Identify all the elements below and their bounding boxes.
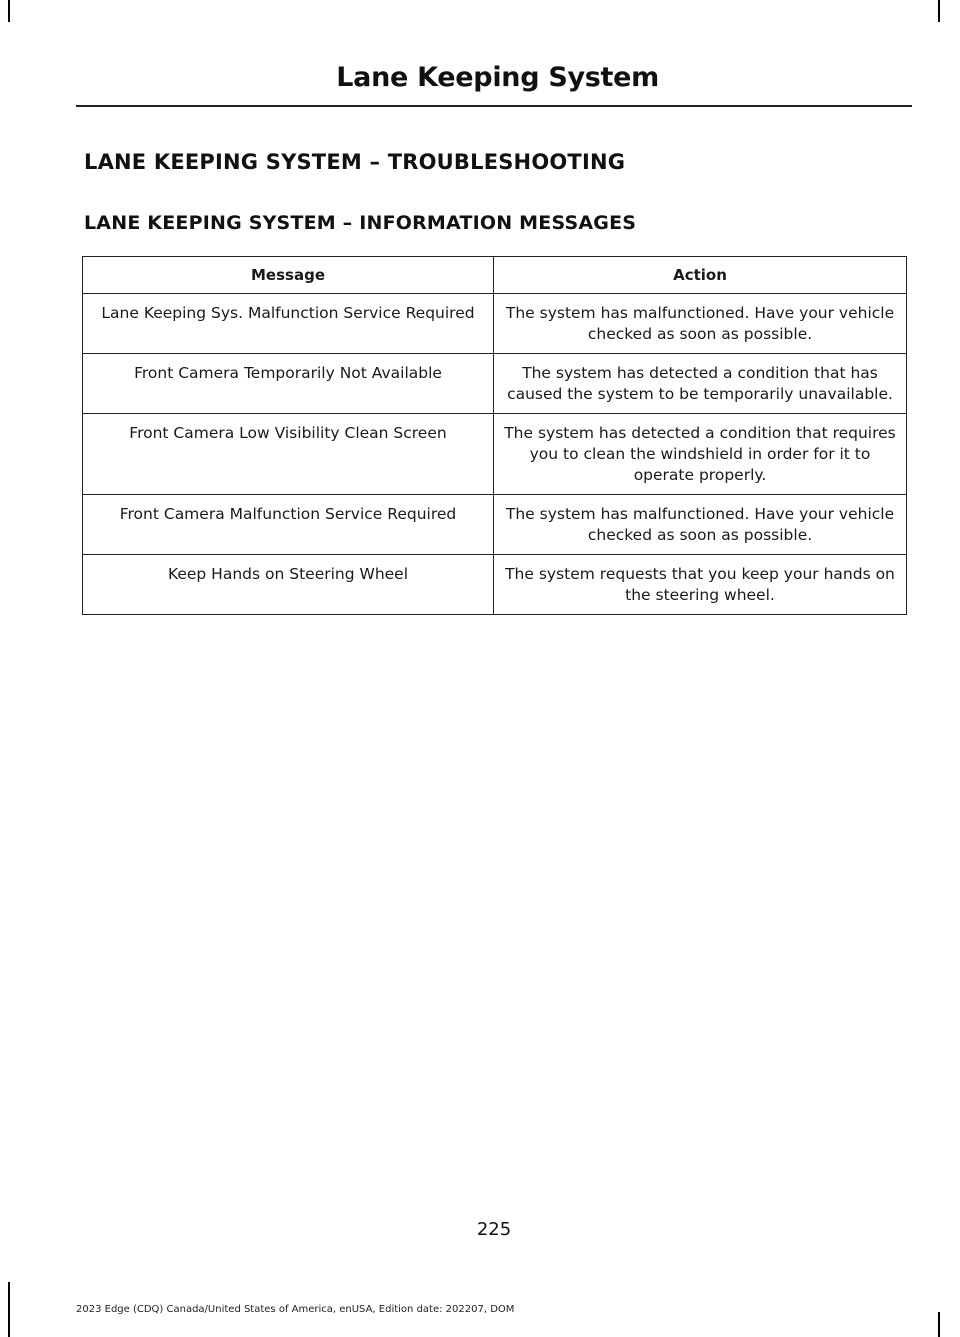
action-cell: The system has malfunctioned. Have your vehicle checked as soon as possible. [494,294,907,354]
crop-mark-bottom-right [938,1312,940,1337]
action-cell: The system has detected a condition that has caused the system to be temporarily unavailable. [494,354,907,414]
header-divider [76,105,912,107]
action-cell: The system has detected a condition that requires you to clean the windshield in order for it to operate properly. [494,414,907,495]
page-header-title: Lane Keeping System [336,62,659,93]
footer-edition-info: 2023 Edge (CDQ) Canada/United States of America, enUSA, Edition date: 202207, DOM [76,1304,515,1315]
section-title: LANE KEEPING SYSTEM – TROUBLESHOOTING [84,150,626,174]
message-cell: Lane Keeping Sys. Malfunction Service Required [83,294,494,354]
crop-mark-top-right [938,0,940,22]
table-row [83,495,907,555]
message-cell: Front Camera Temporarily Not Available [83,354,494,414]
message-cell: Front Camera Malfunction Service Required [83,495,494,555]
section-subtitle: LANE KEEPING SYSTEM – INFORMATION MESSAGES [84,212,637,234]
message-cell: Front Camera Low Visibility Clean Screen [83,414,494,495]
page-number: 225 [476,1219,512,1240]
column-header-message: Message [83,257,494,294]
table-row [83,414,907,495]
crop-mark-bottom-left [8,1282,10,1337]
table-header-row [83,257,907,294]
column-header-action: Action [494,257,907,294]
table-row [83,354,907,414]
crop-mark-top-left [8,0,10,22]
table-row [83,555,907,615]
action-cell: The system requests that you keep your hands on the steering wheel. [494,555,907,615]
information-messages-table [82,256,907,615]
action-cell: The system has malfunctioned. Have your vehicle checked as soon as possible. [494,495,907,555]
message-cell: Keep Hands on Steering Wheel [83,555,494,615]
table-row [83,294,907,354]
